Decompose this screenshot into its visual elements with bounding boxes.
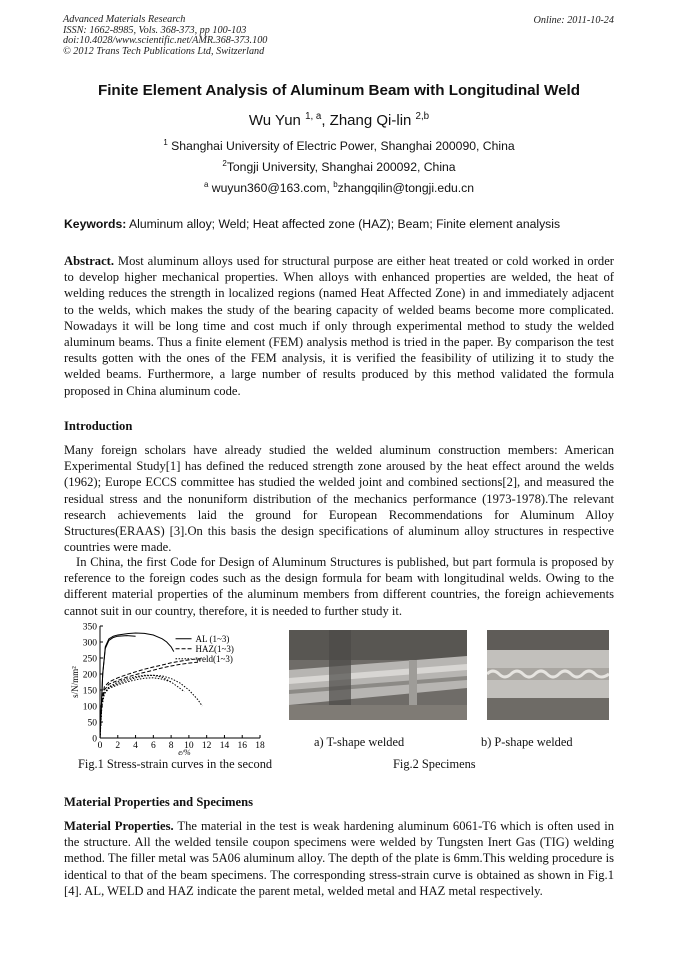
email-a-sup: a bbox=[203, 180, 209, 189]
x-tick-label: 0 bbox=[97, 741, 103, 751]
series-line bbox=[100, 662, 198, 738]
copyright-line: © 2012 Trans Tech Publications Ltd, Switzerland bbox=[63, 45, 265, 57]
affiliation-1 bbox=[0, 138, 678, 153]
x-tick-label: 16 bbox=[237, 741, 247, 751]
x-tick-label: 12 bbox=[201, 741, 212, 751]
x-tick-label: 2 bbox=[115, 741, 121, 751]
y-tick-label: 0 bbox=[92, 734, 97, 745]
abstract-label: Abstract. bbox=[64, 254, 115, 268]
series-line bbox=[100, 659, 202, 738]
x-tick-label: 6 bbox=[150, 741, 156, 751]
fig2a-caption: a) T-shape welded bbox=[314, 735, 405, 749]
introduction-heading: Introduction bbox=[64, 419, 133, 433]
journal-header bbox=[63, 15, 267, 57]
y-axis-label: s/N/mm² bbox=[70, 666, 80, 698]
x-tick-label: 10 bbox=[184, 741, 194, 751]
y-tick-label: 200 bbox=[82, 670, 97, 681]
email-line bbox=[0, 180, 678, 195]
x-tick-label: 14 bbox=[219, 741, 230, 751]
legend-entry: HAZ(1~3) bbox=[195, 643, 234, 654]
fig2b-caption: b) P-shape welded bbox=[481, 735, 573, 749]
y-tick-label: 100 bbox=[82, 702, 97, 713]
material-label: Material Properties. bbox=[64, 819, 174, 833]
aff2-text: Tongji University, Shanghai 200092, China bbox=[226, 160, 456, 175]
keywords-label: Keywords: bbox=[64, 217, 127, 231]
aff2-sup: 2 bbox=[222, 159, 227, 168]
legend-entry: AL (1~3) bbox=[195, 633, 230, 644]
y-tick-label: 350 bbox=[82, 622, 97, 633]
series-line bbox=[100, 675, 202, 738]
author-1: Wu Yun bbox=[248, 112, 301, 129]
legend-entry: weld(1~3) bbox=[195, 653, 233, 664]
online-date: Online: 2011-10-24 bbox=[533, 15, 614, 26]
x-tick-label: 8 bbox=[168, 741, 174, 751]
email-a[interactable]: wuyun360@163.com, bbox=[211, 181, 334, 196]
x-axis-label: e/% bbox=[178, 748, 191, 755]
email-b-sup: b bbox=[333, 180, 338, 189]
y-tick-label: 250 bbox=[82, 654, 97, 665]
intro-paragraph-2: In China, the first Code for Design of Aluminum Structures is published, but part formula is proposed by reference to the foreign codes such as the design formula for beam with longitudinal welds. Owing to the different material properties of the aluminum members from different countries, the foreign achievements cannot suit in our country, therefore, it is needed to further study it. bbox=[64, 555, 614, 618]
doi-line: doi:10.4028/www.scientific.net/AMR.368-373.100 bbox=[63, 35, 268, 47]
material-paragraph bbox=[64, 818, 614, 899]
material-text: The material in the test is weak hardening aluminum 6061-T6 which is often used in the structure. All the welded tensile coupon specimens were welded by Tungsten Inert Gas (TIG) welding method. The filler metal was 5A06 aluminum alloy. The depth of the plate is 6mm.This welding procedure is identical to that of the beam specimens. The corresponding stress-strain curve is obtained as shown in Fig.1 [4]. AL, WELD and HAZ indicate the parent metal, welded metal and HAZ metal respectively. bbox=[64, 819, 614, 898]
x-tick-label: 18 bbox=[255, 741, 265, 751]
abstract bbox=[64, 253, 614, 399]
stress-strain-chart bbox=[64, 620, 284, 755]
paper-title: Finite Element Analysis of Aluminum Beam with Longitudinal Weld bbox=[97, 82, 581, 99]
intro-paragraph-1: Many foreign scholars have already studied the welded aluminum construction members: American Experimental Study[1] has defined the reduced strength zone aroused by the heat effect around the welds (1962); Europe ECCS committee has studied the welded joint and combined sections[2], and measured the residual stress and the nonuniform distribution of the mechanics performance (1973-1978).The relevant research achievements laid the ground for European Recommendations for Aluminum Alloy Structures(ERAAS) [3].On this basis the design specifications of aluminum alloy structures in respective countries were made. bbox=[64, 443, 614, 555]
fig1-caption: Fig.1 Stress-strain curves in the second bbox=[78, 757, 273, 771]
x-tick-label: 4 bbox=[133, 741, 138, 751]
author-2: Zhang Qi-lin bbox=[329, 112, 412, 129]
journal-name: Advanced Materials Research bbox=[63, 14, 186, 25]
p-shape-welded-photo bbox=[487, 630, 609, 720]
series-line bbox=[100, 675, 184, 738]
aff1-text: Shanghai University of Electric Power, Shanghai 200090, China bbox=[171, 139, 515, 154]
material-heading: Material Properties and Specimens bbox=[64, 795, 253, 809]
author-separator: , bbox=[321, 112, 330, 129]
y-tick-label: 150 bbox=[82, 686, 97, 697]
y-tick-label: 300 bbox=[82, 638, 97, 649]
fig2-caption: Fig.2 Specimens bbox=[393, 757, 476, 771]
issn-line: ISSN: 1662-8985, Vols. 368-373, pp 100-103 bbox=[63, 24, 247, 36]
t-shape-welded-photo bbox=[289, 630, 467, 720]
keywords bbox=[64, 217, 560, 231]
y-tick-label: 50 bbox=[87, 718, 97, 729]
author-1-sup: 1, a bbox=[305, 111, 322, 122]
abstract-text: Most aluminum alloys used for structural purpose are either heat treated or cold worked in order to develop higher mechanical properties. When alloys with enhanced properties are welded, the heat of welding reduces the strength in localized regions (named Heat Affected Zone) in and immediately adjacent to the welds, which makes the study of the bearing capacity of welded beams become more complicated. Nowadays it will be long time and cost much if only through experimental method to study the welded aluminum beams. Thus a finite element (FEM) analysis method is tried in the paper. By comparison the test results gotten with the ones of the FEM analysis, it is verified the feasibility of utilizing it to study the welded beams. Furthermore, a large number of results produced by this method validated the formula proposed in China aluminum code. bbox=[64, 254, 614, 398]
author-line bbox=[0, 111, 678, 129]
aff1-sup: 1 bbox=[163, 138, 168, 147]
affiliation-2 bbox=[0, 159, 678, 174]
email-b[interactable]: zhangqilin@tongji.edu.cn bbox=[337, 181, 475, 196]
keywords-text: Aluminum alloy; Weld; Heat affected zone (HAZ); Beam; Finite element analysis bbox=[129, 217, 561, 231]
author-2-sup: 2,b bbox=[415, 111, 430, 122]
series-line bbox=[100, 636, 136, 738]
